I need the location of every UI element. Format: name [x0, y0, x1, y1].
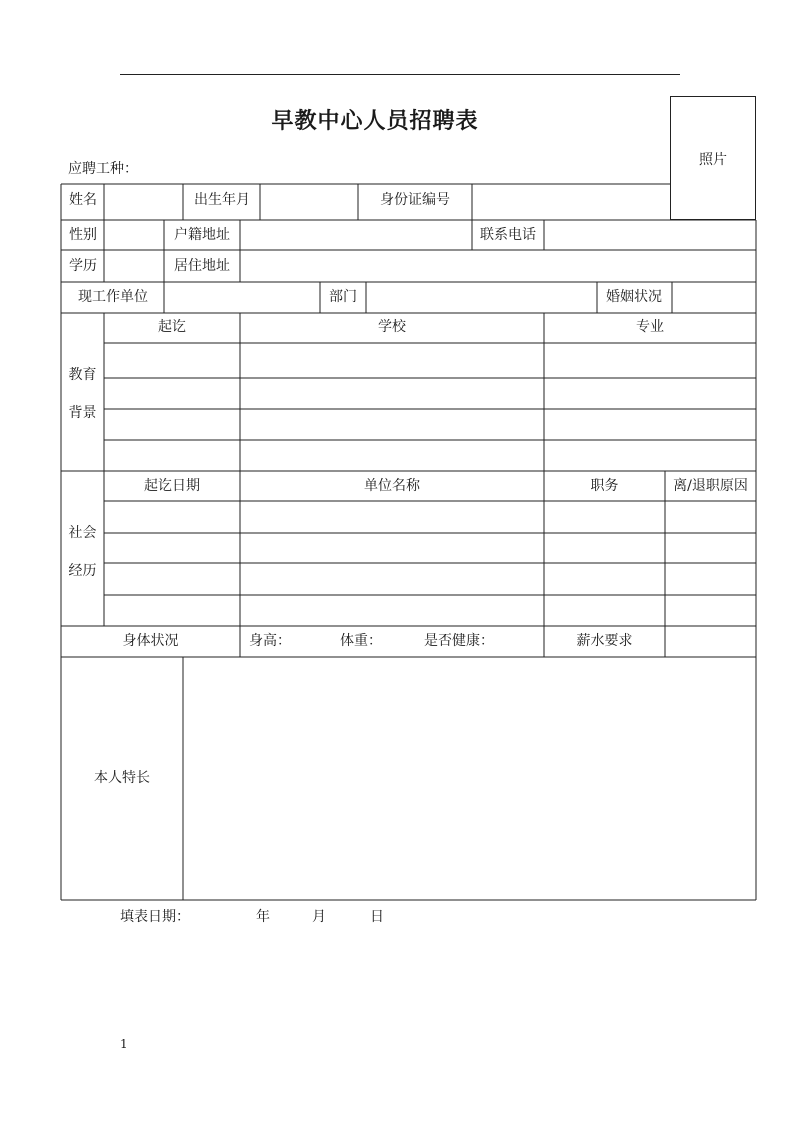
- residence-address-label: 居住地址: [174, 258, 230, 274]
- birth-label: 出生年月: [194, 192, 250, 208]
- education-section-label: [61, 356, 104, 432]
- work-header-leave-reason: 离/退职原因: [673, 478, 748, 494]
- work-section-label-line2: 经历: [68, 563, 97, 579]
- work-header-employer: 单位名称: [364, 478, 420, 494]
- residence-address-input[interactable]: [242, 253, 754, 280]
- healthy-label: 是否健康：: [424, 633, 494, 649]
- marital-status-label: 婚姻状况: [606, 289, 662, 305]
- current-employer-label: 现工作单位: [78, 289, 148, 305]
- height-label: 身高：: [249, 633, 291, 649]
- birth-input[interactable]: [262, 188, 356, 216]
- hukou-address-input[interactable]: [242, 222, 470, 248]
- phone-input[interactable]: [546, 222, 754, 248]
- fill-date-month: 月: [312, 909, 326, 925]
- education-header-period: 起讫: [158, 319, 186, 335]
- work-section-label-line1: 社会: [68, 525, 97, 541]
- salary-label: 薪水要求: [576, 633, 633, 649]
- hukou-address-label: 户籍地址: [174, 227, 230, 243]
- education-section-label-line2: 背景: [68, 405, 97, 421]
- form-title: 早教中心人员招聘表: [271, 109, 479, 134]
- education-section-label-line1: 教育: [68, 367, 97, 383]
- photo-label: 照片: [699, 152, 727, 168]
- education-header-school: 学校: [378, 319, 406, 335]
- work-section-label: [61, 514, 104, 590]
- gender-label: 性别: [69, 227, 97, 243]
- id-number-input[interactable]: [474, 188, 668, 216]
- phone-label: 联系电话: [480, 227, 536, 243]
- salary-input[interactable]: [667, 629, 754, 655]
- name-input[interactable]: [106, 188, 181, 216]
- page-number: 1: [120, 1037, 128, 1051]
- marital-status-input[interactable]: [674, 285, 754, 311]
- position-label: 应聘工种：: [68, 161, 138, 177]
- skills-textarea[interactable]: [186, 660, 754, 897]
- gender-input[interactable]: [106, 222, 162, 248]
- fill-date-day: 日: [370, 909, 384, 925]
- fill-date-label: 填表日期：: [120, 909, 190, 925]
- department-input[interactable]: [368, 285, 595, 311]
- skills-label: 本人特长: [94, 770, 150, 786]
- education-header-major: 专业: [636, 319, 664, 335]
- work-header-dates: 起讫日期: [144, 478, 200, 494]
- current-employer-input[interactable]: [166, 285, 318, 311]
- education-level-label: 学历: [69, 258, 97, 274]
- work-header-position: 职务: [590, 478, 619, 494]
- name-label: 姓名: [69, 192, 97, 208]
- department-label: 部门: [329, 289, 357, 305]
- fill-date-year: 年: [256, 909, 270, 925]
- health-label: 身体状况: [122, 633, 179, 649]
- education-level-input[interactable]: [106, 253, 162, 280]
- id-number-label: 身份证编号: [380, 192, 450, 208]
- weight-label: 体重：: [340, 633, 382, 649]
